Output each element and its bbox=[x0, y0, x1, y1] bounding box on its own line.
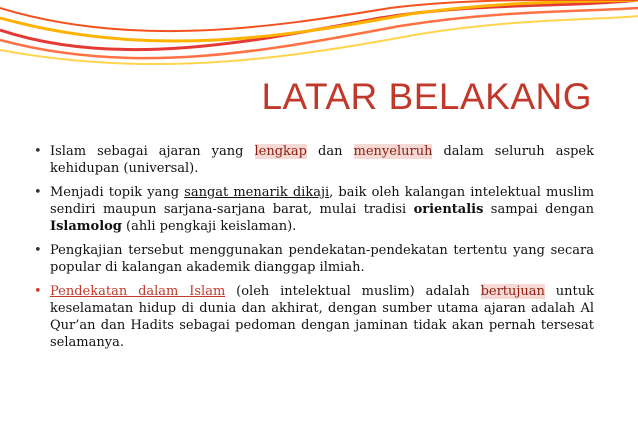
bullet-text-segment: , baik oleh kalangan intelektual muslim sendiri maupun sarjana-sarjana barat, mulai tradisi bbox=[50, 185, 595, 217]
bullet-item bbox=[34, 184, 594, 235]
bullet-item bbox=[34, 242, 594, 276]
bullet-text-segment: orientalis bbox=[413, 202, 484, 217]
bullet-dot-icon: • bbox=[34, 243, 42, 258]
bullet-text-segment: sampai dengan bbox=[483, 202, 595, 217]
bullet-text-segment: menyeluruh bbox=[353, 144, 433, 159]
bullet-dot-icon: • bbox=[34, 185, 42, 200]
bullet-text-segment: (ahli pengkaji keislaman). bbox=[121, 219, 297, 234]
bullet-text-segment: (oleh intelektual muslim) adalah bbox=[225, 284, 481, 299]
bullet-item bbox=[34, 283, 594, 351]
bullet-text-segment: lengkap bbox=[254, 144, 307, 159]
decorative-waves bbox=[0, 0, 638, 80]
bullet-text-segment: Menjadi topik yang bbox=[50, 185, 185, 200]
bullet-list bbox=[34, 143, 594, 358]
slide-title: LATAR BELAKANG bbox=[261, 76, 592, 117]
bullet-text-segment: Islam sebagai ajaran yang bbox=[50, 144, 255, 159]
bullet-text-segment: Pengkajian tersebut menggunakan pendekatan-pendekatan tertentu yang secara popular di kalangan akademik dianggap ilmiah. bbox=[50, 243, 594, 275]
bullet-text-segment: Pendekatan dalam Islam bbox=[50, 284, 226, 299]
bullet-text-segment: bertujuan bbox=[480, 284, 545, 299]
wave-stripe bbox=[0, 0, 638, 50]
bullet-text-segment: Islamolog bbox=[50, 219, 122, 234]
bullet-text-segment: sangat menarik dikaji bbox=[184, 185, 330, 200]
bullet-text-segment: untuk keselamatan hidup di dunia dan akhirat, dengan sumber utama ajaran adalah Al Qur’an dan Hadits sebagai pedoman dengan jaminan tidak akan pernah tersesat selamanya. bbox=[50, 284, 594, 350]
bullet-item bbox=[34, 143, 594, 177]
bullet-dot-icon: • bbox=[34, 144, 42, 159]
bullet-text-segment: dan bbox=[307, 144, 354, 159]
bullet-dot-icon: • bbox=[34, 284, 42, 299]
bullet-text-segment: dalam seluruh aspek kehidupan (universal). bbox=[50, 144, 595, 176]
